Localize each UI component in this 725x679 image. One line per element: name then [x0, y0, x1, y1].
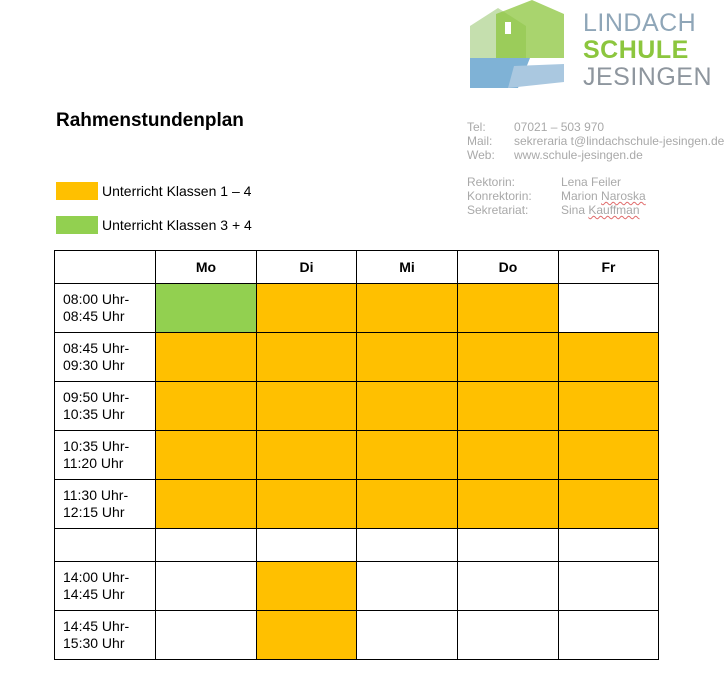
time-start: 14:00 Uhr- — [63, 569, 130, 585]
schedule-cell-fr — [559, 611, 659, 660]
schedule-cell-mi — [357, 562, 458, 611]
schedule-cell-mi — [357, 382, 458, 431]
staff-role-sekretariat: Sekretariat: — [467, 203, 529, 217]
header-day: Fr — [559, 251, 659, 284]
schedule-cell-fr — [559, 284, 659, 333]
legend-item-klassen-3-4 — [56, 216, 252, 234]
header-day: Mo — [156, 251, 257, 284]
schedule-cell-fr — [559, 562, 659, 611]
schedule-cell-fr — [559, 480, 659, 529]
schedule-cell-di — [257, 333, 357, 382]
schedule-cell-mi — [357, 611, 458, 660]
schedule-cell-di — [257, 611, 357, 660]
schedule-cell-fr — [559, 382, 659, 431]
header-day: Di — [257, 251, 357, 284]
schedule-cell-di — [257, 480, 357, 529]
contact-mail-value: sekreraria t@lindachschule-jesingen.de — [514, 134, 725, 148]
contact-info — [467, 120, 725, 164]
schedule-cell-di — [257, 284, 357, 333]
schedule-cell-mo — [156, 529, 257, 562]
contact-tel-value: 07021 – 503 970 — [514, 120, 605, 134]
time-slot — [55, 611, 156, 660]
schedule-cell-di — [257, 562, 357, 611]
schedule-cell-fr — [559, 431, 659, 480]
legend-swatch-yellow — [56, 182, 98, 200]
schedule-row — [55, 480, 659, 529]
schedule-row — [55, 611, 659, 660]
schedule-cell-mo — [156, 611, 257, 660]
time-end: 08:45 Uhr — [63, 308, 125, 324]
contact-web-label: Web: — [467, 148, 495, 162]
schedule-cell-mo — [156, 431, 257, 480]
staff-name-konrektorin — [561, 189, 646, 203]
schedule-cell-mi — [357, 431, 458, 480]
school-logo-icon — [470, 0, 580, 92]
staff-name-sekretariat — [561, 203, 640, 217]
schedule-cell-do — [458, 333, 559, 382]
staff-name-rektorin — [561, 175, 621, 189]
contact-web-value: www.schule-jesingen.de — [514, 148, 643, 162]
schedule-row — [55, 529, 659, 562]
staff-last-name: Kauffman — [588, 203, 640, 217]
time-slot — [55, 284, 156, 333]
schedule-cell-do — [458, 529, 559, 562]
contact-tel-label: Tel: — [467, 120, 486, 134]
schedule-cell-di — [257, 431, 357, 480]
time-start: 09:50 Uhr- — [63, 389, 130, 405]
time-end: 15:30 Uhr — [63, 635, 125, 651]
schedule-cell-do — [458, 480, 559, 529]
schedule-cell-di — [257, 529, 357, 562]
schedule-cell-mi — [357, 529, 458, 562]
time-end: 12:15 Uhr — [63, 504, 125, 520]
legend-label: Unterricht Klassen 1 – 4 — [102, 183, 252, 199]
schedule-cell-mi — [357, 333, 458, 382]
staff-role-konrektorin: Konrektorin: — [467, 189, 532, 203]
time-slot — [55, 529, 156, 562]
time-end: 10:35 Uhr — [63, 406, 125, 422]
staff-role-rektorin: Rektorin: — [467, 175, 516, 189]
schedule-row — [55, 284, 659, 333]
schedule-row — [55, 382, 659, 431]
schedule-cell-mo — [156, 382, 257, 431]
legend-item-klassen-1-4 — [56, 182, 251, 200]
schedule-cell-do — [458, 431, 559, 480]
time-slot — [55, 431, 156, 480]
schedule-row — [55, 562, 659, 611]
staff-info — [467, 175, 725, 219]
schedule-cell-do — [458, 562, 559, 611]
schedule-body — [55, 284, 659, 660]
legend-label: Unterricht Klassen 3 + 4 — [102, 217, 252, 233]
page-title: Rahmenstundenplan — [56, 110, 244, 131]
schedule-cell-do — [458, 284, 559, 333]
time-start: 11:30 Uhr- — [63, 487, 129, 503]
logo-text-lindach: LINDACH — [583, 9, 697, 37]
time-slot — [55, 333, 156, 382]
time-end: 09:30 Uhr — [63, 357, 125, 373]
schedule-cell-mi — [357, 284, 458, 333]
schedule-row — [55, 431, 659, 480]
logo-text-schule: SCHULE — [583, 36, 689, 64]
time-slot — [55, 562, 156, 611]
time-slot — [55, 382, 156, 431]
schedule-cell-fr — [559, 529, 659, 562]
schedule-cell-mi — [357, 480, 458, 529]
staff-first-name: Sina — [561, 203, 586, 217]
staff-last-name: Feiler — [591, 175, 622, 189]
schedule-header-row — [55, 251, 659, 284]
schedule-cell-do — [458, 611, 559, 660]
contact-mail-label: Mail: — [467, 134, 493, 148]
schedule-cell-do — [458, 382, 559, 431]
schedule-cell-mo — [156, 284, 257, 333]
schedule-cell-fr — [559, 333, 659, 382]
time-end: 11:20 Uhr — [63, 455, 124, 471]
header-corner — [55, 251, 156, 284]
schedule-cell-mo — [156, 333, 257, 382]
time-end: 14:45 Uhr — [63, 586, 125, 602]
time-start: 08:45 Uhr- — [63, 340, 130, 356]
schedule-cell-di — [257, 382, 357, 431]
time-start: 08:00 Uhr- — [63, 291, 130, 307]
schedule-cell-mo — [156, 562, 257, 611]
header-day: Do — [458, 251, 559, 284]
time-start: 10:35 Uhr- — [63, 438, 130, 454]
time-slot — [55, 480, 156, 529]
staff-last-name: Naroska — [601, 189, 646, 203]
legend-swatch-green — [56, 216, 98, 234]
staff-first-name: Marion — [561, 189, 598, 203]
staff-first-name: Lena — [561, 175, 588, 189]
schedule-row — [55, 333, 659, 382]
schedule-table — [54, 250, 659, 660]
header-day: Mi — [357, 251, 458, 284]
schedule-cell-mo — [156, 480, 257, 529]
logo-text-jesingen: JESINGEN — [583, 63, 713, 91]
time-start: 14:45 Uhr- — [63, 618, 130, 634]
